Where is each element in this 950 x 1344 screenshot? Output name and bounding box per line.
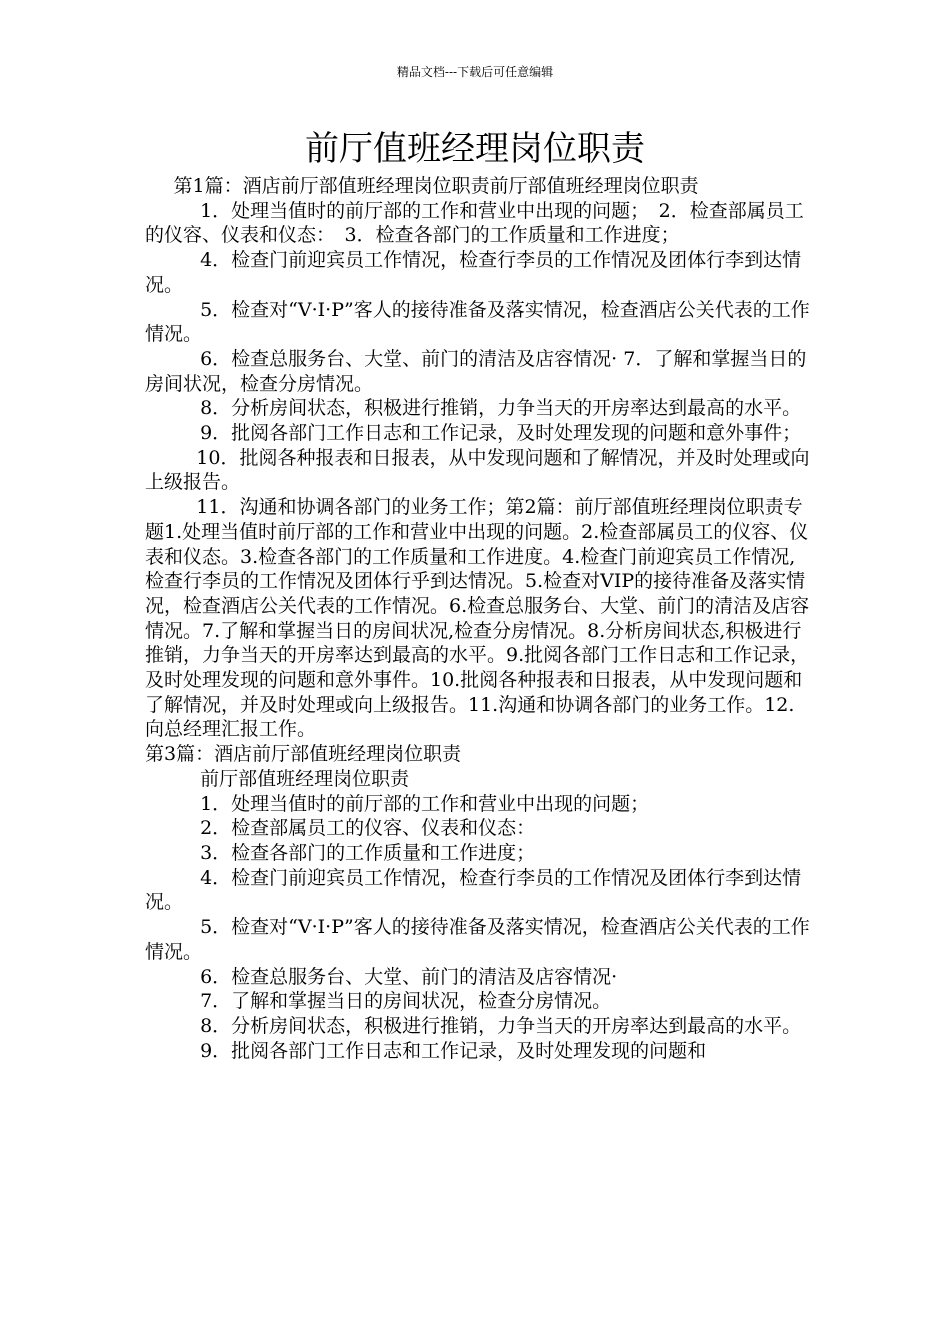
paragraph: 前厅部值班经理岗位职责	[200, 767, 410, 790]
paragraph: 1．处理当值时的前厅部的工作和营业中出现的问题； 2．检查部属员工的仪容、仪表和仪态： 3．检查各部门的工作质量和工作进度；	[145, 199, 804, 247]
paragraph: 1．处理当值时的前厅部的工作和营业中出现的问题；	[200, 792, 650, 815]
paragraph: 9．批阅各部门工作日志和工作记录，及时处理发现的问题和意外事件；	[200, 422, 802, 445]
paragraph: 5．检查对“V·I·P”客人的接待准备及落实情况，检查酒店公关代表的工作情况。	[145, 298, 810, 346]
paragraph: 7．了解和掌握当日的房间状况，检查分房情况。	[200, 990, 612, 1013]
paragraph: 10．批阅各种报表和日报表，从中发现问题和了解情况，并及时处理或向上级报告。	[145, 446, 810, 494]
paragraph: 3．检查各部门的工作质量和工作进度；	[200, 841, 536, 864]
paragraph: 第3篇：酒店前厅部值班经理岗位职责	[145, 743, 462, 766]
document-body	[145, 174, 810, 1063]
paragraph: 4．检查门前迎宾员工作情况，检查行李员的工作情况及团体行李到达情况。	[145, 866, 802, 914]
paragraph: 5．检查对“V·I·P”客人的接待准备及落实情况，检查酒店公关代表的工作情况。	[145, 916, 810, 963]
page-header-note: 精品文档---下载后可任意编辑	[396, 65, 554, 79]
paragraph: 9．批阅各部门工作日志和工作记录，及时处理发现的问题和	[200, 1039, 707, 1062]
paragraph: 第1篇：酒店前厅部值班经理岗位职责前厅部值班经理岗位职责	[173, 175, 699, 197]
paragraph: 6．检查总服务台、大堂、前门的清洁及店容情况·	[200, 965, 618, 988]
paragraph: 11．沟通和协调各部门的业务工作；第2篇：前厅部值班经理岗位职责专题1.处理当值时前厅部的工作和营业中出现的问题。2.检查部属员工的仪容、仪表和仪态。3.检查各部门的工作质量和工作进度。4.检查门前迎宾员工作情况,检查行李员的工作情况及团体行乎到达情况。5.检查对VIP的接待准备及落实情况，检查酒店公关代表的工作情况。6.检查总服务台、大堂、前门的清洁及店容情况。7.了解和掌握当日的房间状况,检查分房情况。8.分析房间状态,积极进行推销，力争当天的开房率达到最高的水平。9.批阅各部门工作日志和工作记录，及时处理发现的问题和意外事件。10.批阅各种报表和日报表，从中发现问题和了解情况，并及时处理或向上级报告。11.沟通和协调各部门的业务工作。12.向总经理汇报工作。	[145, 496, 810, 741]
paragraph: 8．分析房间状态，积极进行推销，力争当天的开房率达到最高的水平。	[200, 397, 802, 420]
document-title: 前厅值班经理岗位职责	[305, 129, 645, 169]
paragraph: 2．检查部属员工的仪容、仪表和仪态：	[200, 817, 536, 840]
paragraph: 6．检查总服务台、大堂、前门的清洁及店容情况· 7．了解和掌握当日的房间状况，检查分房情况。	[145, 347, 807, 395]
paragraph: 8．分析房间状态，积极进行推销，力争当天的开房率达到最高的水平。	[200, 1014, 802, 1037]
paragraph: 4．检查门前迎宾员工作情况，检查行李员的工作情况及团体行李到达情况。	[145, 249, 802, 296]
